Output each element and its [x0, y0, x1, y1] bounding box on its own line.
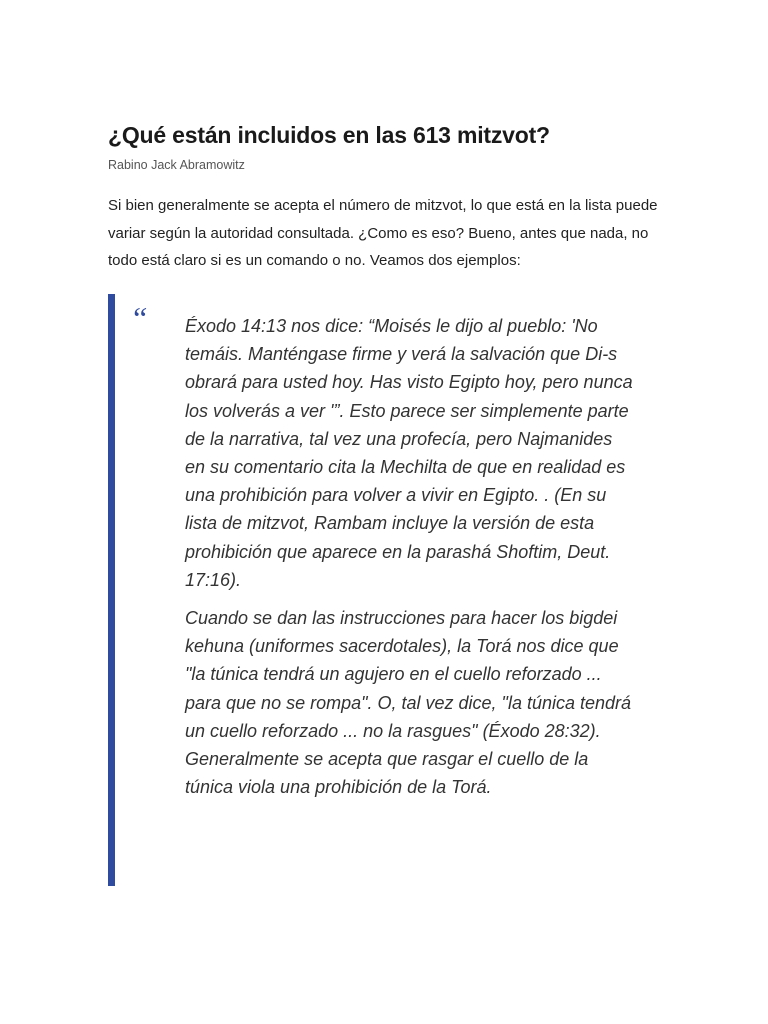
article-title: ¿Qué están incluidos en las 613 mitzvot?	[108, 122, 550, 148]
article-header	[108, 118, 668, 275]
quote-paragraph-1: Éxodo 14:13 nos dice: “Moisés le dijo al pueblo: 'No temáis. Manténgase firme y verá la salvación que Di-s obrará para usted hoy. Has visto Egipto hoy, pero nunca los volverás a ver '”. Esto parece ser simplemente parte de la narrativa, tal vez una profecía, pero Najmanides en su comentario cita la Mechilta de que en realidad es una prohibición para volver a vivir en Egipto. . (En su lista de mitzvot, Rambam incluye la versión de esta prohibición que aparece en la parashá Shoftim, Deut. 17:16).	[185, 316, 633, 590]
article-intro-paragraph: Si bien generalmente se acepta el número de mitzvot, lo que está en la lista puede variar según la autoridad consultada. ¿Como es eso? Bueno, antes que nada, no todo está claro si es un comando o no. Veamos dos ejemplos:	[108, 197, 658, 269]
blockquote-accent-bar	[108, 294, 115, 886]
blockquote-text	[185, 312, 635, 811]
quote-mark-icon: “	[130, 300, 148, 336]
quote-paragraph-2: Cuando se dan las instrucciones para hacer los bigdei kehuna (uniformes sacerdotales), la Torá nos dice que "la túnica tendrá un agujero en el cuello reforzado ... para que no se rompa". O, tal vez dice, "la túnica tendrá un cuello reforzado ... no la rasgues" (Éxodo 28:32). Generalmente se acepta que rasgar el cuello de la túnica viola una prohibición de la Torá.	[185, 608, 632, 798]
article-author[interactable]: Rabino Jack Abramowitz	[108, 158, 245, 172]
blockquote	[108, 294, 668, 886]
